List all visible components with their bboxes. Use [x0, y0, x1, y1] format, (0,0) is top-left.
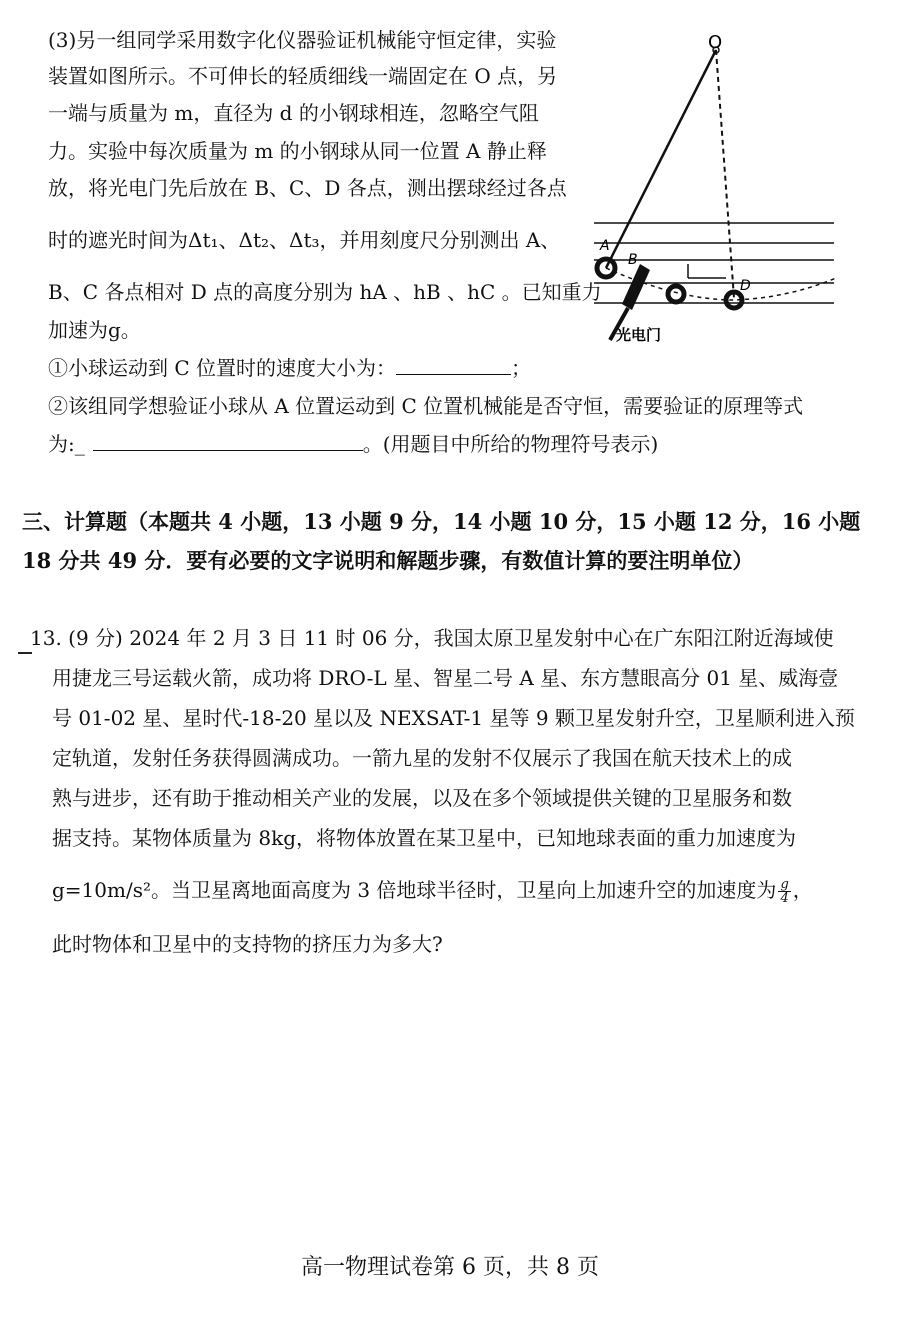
section3-line2: 18 分共 49 分．要有必要的文字说明和解题步骤，有数值计算的要注明单位）: [22, 548, 754, 573]
question-2-suffix: 。(用题目中所给的物理符号表示): [362, 432, 659, 456]
fraction-numerator: g: [780, 877, 789, 892]
part3-line: 加速为g。: [48, 318, 141, 342]
part3-line: B、C 各点相对 D 点的高度分别为 hA 、hB 、hC 。已知重力: [48, 280, 602, 304]
q13-line: 定轨道，发射任务获得圆满成功。一箭九星的发射不仅展示了我国在航天技术上的成: [52, 746, 792, 770]
pendulum-figure: [588, 28, 848, 348]
label-a: A: [600, 238, 610, 254]
label-photogate: 光电门: [616, 326, 662, 344]
q13-line-8: 此时物体和卫星中的支持物的挤压力为多大?: [52, 932, 443, 956]
q13-line: 熟与进步，还有助于推动相关产业的发展，以及在多个领域提供关键的卫星服务和数: [52, 786, 792, 810]
fraction-denominator: 4: [780, 891, 789, 906]
ball-position-d: [726, 292, 742, 308]
page-footer: 高一物理试卷第 6 页，共 8 页: [301, 1255, 599, 1280]
part3-line: (3)另一组同学采用数字化仪器验证机械能守恒定律，实验: [48, 28, 557, 52]
q13-line: 13. (9 分) 2024 年 2 月 3 日 11 时 06 分，我国太原卫星发射中心在广东阳江附近海域使: [30, 626, 834, 650]
pendulum-string: [606, 50, 716, 268]
q13-line7-text: g=10m/s²。当卫星离地面高度为 3 倍地球半径时，卫星向上加速升空的加速度为: [52, 878, 777, 902]
q13-line7-end: ，: [792, 878, 813, 902]
question-1-text: ①小球运动到 C 位置时的速度大小为：: [48, 356, 397, 380]
vertical-dashed-line: [716, 50, 734, 298]
q13-line: 用捷龙三号运载火箭，成功将 DRO-L 星、智星二号 A 星、东方慧眼高分 01 星、威海壹: [52, 666, 839, 690]
q13-line-7: [52, 876, 813, 905]
question-1-end: ；: [511, 356, 532, 380]
label-d: D: [740, 278, 751, 294]
fraction-g-over-4: [778, 878, 790, 905]
part3-line: 放，将光电门先后放在 B、C、D 各点，测出摆球经过各点: [48, 176, 567, 200]
answer-blank-2[interactable]: [93, 432, 363, 451]
label-o: O: [708, 32, 723, 53]
ball-position-c: [668, 286, 684, 302]
part3-line: 一端与质量为 m，直径为 d 的小钢球相连，忽略空气阻: [48, 101, 539, 125]
answer-blank-1[interactable]: [396, 356, 511, 375]
q13-line: 据支持。某物体质量为 8kg，将物体放置在某卫星中，已知地球表面的重力加速度为: [52, 826, 797, 850]
margin-mark: [18, 652, 32, 654]
question-2-line2: [48, 430, 658, 458]
part3-line: 力。实验中每次质量为 m 的小钢球从同一位置 A 静止释: [48, 139, 547, 163]
part3-line: 时的遮光时间为Δt₁、Δt₂、Δt₃，并用刻度尺分别测出 A、: [48, 228, 561, 252]
part3-line: 装置如图所示。不可伸长的轻质细线一端固定在 O 点，另: [48, 64, 558, 88]
label-b: B: [628, 252, 638, 268]
question-2-prefix: 为:_: [48, 432, 85, 456]
q13-line: 号 01-02 星、星时代-18-20 星以及 NEXSAT-1 星等 9 颗卫星发射升空，卫星顺利进入预: [52, 706, 855, 730]
question-1: [48, 354, 531, 382]
question-2-line1: ②该组同学想验证小球从 A 位置运动到 C 位置机械能是否守恒，需要验证的原理等式: [48, 394, 804, 418]
section3-line1: 三、计算题（本题共 4 小题，13 小题 9 分，14 小题 10 分，15 小题 12 分，16 小题: [22, 509, 861, 534]
